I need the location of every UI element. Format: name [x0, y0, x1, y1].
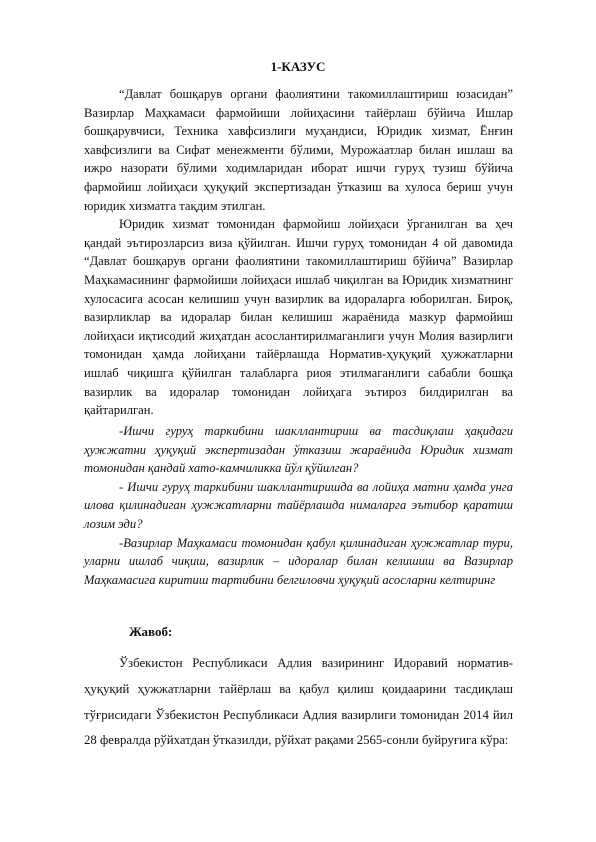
answer-heading: Жавоб: [129, 624, 173, 639]
answer-paragraph: Ўзбекистон Республикаси Адлия вазирининг Идоравий норматив-ҳуқуқий ҳужжатларни тайёрлаш ва қабул қилиш қоидаарини тасдиқлаш тўғрисидаги Ўзбекистон Республикаси Адлия вазирлиги томонидан 2014 йил 28 февралда рўйхатдан ўтказилди, рўйхат рақами 2565-сонли буйруғига кўра: [84, 656, 513, 748]
case-description [84, 85, 513, 420]
case-questions [84, 422, 513, 589]
case-title: 1-КАЗУС [270, 59, 326, 74]
case-paragraph: “Давлат бошқарув органи фаолиятини такомиллаштириш юзасидан” Вазирлар Маҳкамаси фармойиши лойиҳасини тайёрлаш бўйича Ишлар бошқарувчиси, Техника хавфсизлиги муҳандиси, Юридик хизмат, Ёнғин хавфсизлиги ва Сифат менежменти бўлими, Мурожаатлар билан ишлаш ва ижро назорати бўлими ходимларидан иборат ишчи гуруҳ тузиш бўйича фармойиш лойиҳаси ҳуқуқий экспертизадан ўтказиш ва хулоса бериш учун юридик хизматга тақдим этилган. [84, 87, 513, 213]
question-item: - Ишчи гуруҳ таркибини шакллантиришда ва лойиҳа матни ҳамда унга илова қилинадиган ҳужжатларни тайёрлашда нималарга эътибор қаратиш лозим эди? [84, 479, 513, 531]
answer-section [84, 651, 513, 754]
question-item: -Вазирлар Маҳкамаси томонидан қабул қилинадиган ҳужжатлар тури, уларни ишлаб чиқиш, вазирлик – идоралар билан келишиш ва Вазирлар Маҳкамасига киритиш тартибини белгиловчи ҳуқуқий асосларни келтиринг [84, 535, 513, 587]
case-paragraph: Юридик хизмат томонидан фармойиш лойиҳаси ўрганилган ва ҳеч қандай эътирозларсиз виза қўйилган. Ишчи гуруҳ томонидан 4 ой давомида “Давлат бошқарув органи фаолиятини такомиллаштириш бўйича” Вазирлар Маҳкамасининг фармойиши лойиҳаси ишлаб чиқилган ва Юридик хизматнинг хулосасига асосан келишиш учун вазирлик ва идораларга юборилган. Бироқ, вазирликлар ва идоралар билан келишиш жараёнида мазкур фармойиш лойиҳаси иқтисодий жиҳатдан асослантирилмаганлиги учун Молия вазирлиги томонидан ҳамда лойиҳани тайёрлашда Норматив-ҳуқуқий ҳужжатларни ишлаб чиқишга қўйилган талабларга риоя этилмаганлиги сабабли бошқа вазирлик ва идоралар томонидан лойиҳага эътироз билдирилган ва қайтарилган. [84, 217, 513, 418]
question-item: -Ишчи гуруҳ таркибини шакллантириш ва тасдиқлаш ҳақидаги ҳужжатни ҳуқуқий экспертизадан ўтказиш жараёнида Юридик хизмат томонидан қандай хато-камчиликка йўл қўйилган? [84, 424, 513, 476]
